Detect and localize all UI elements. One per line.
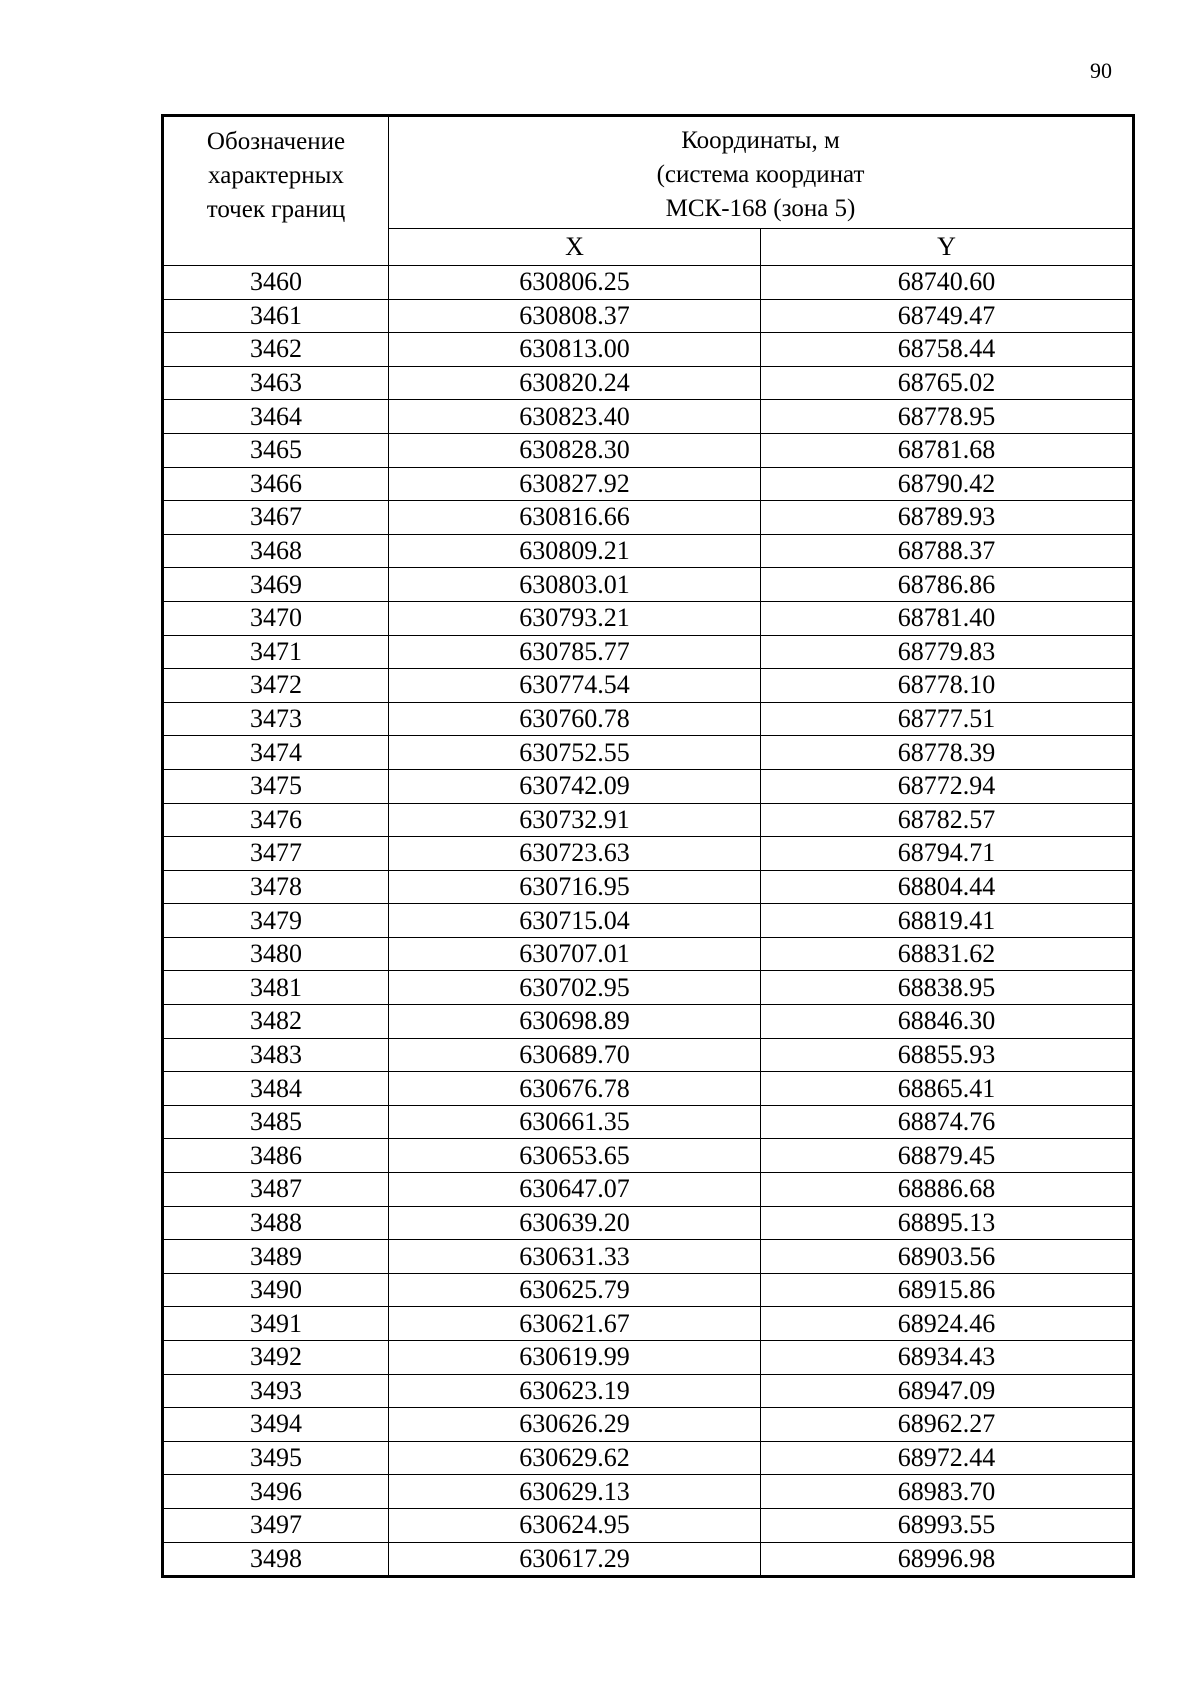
- point-cell: 3496: [164, 1475, 389, 1509]
- point-cell: 3464: [164, 400, 389, 434]
- x-coordinate-cell: 630617.29: [389, 1542, 761, 1576]
- x-coordinate-cell: 630619.99: [389, 1341, 761, 1375]
- point-cell: 3479: [164, 904, 389, 938]
- header-label-line: характерных: [208, 162, 344, 189]
- point-cell: 3465: [164, 433, 389, 467]
- x-coordinate-cell: 630820.24: [389, 366, 761, 400]
- table-row: [164, 1441, 1133, 1475]
- point-cell: 3478: [164, 870, 389, 904]
- y-coordinate-cell: 68879.45: [761, 1139, 1133, 1173]
- coordinates-header: [389, 117, 1133, 229]
- point-cell: 3491: [164, 1307, 389, 1341]
- x-coordinate-cell: 630732.91: [389, 803, 761, 837]
- table-row: [164, 702, 1133, 736]
- table-row: [164, 1475, 1133, 1509]
- point-cell: 3466: [164, 467, 389, 501]
- y-coordinate-cell: 68895.13: [761, 1206, 1133, 1240]
- table-row: [164, 366, 1133, 400]
- y-coordinate-cell: 68838.95: [761, 971, 1133, 1005]
- y-coordinate-cell: 68947.09: [761, 1374, 1133, 1408]
- point-cell: 3484: [164, 1072, 389, 1106]
- table-row: [164, 803, 1133, 837]
- table-row: [164, 736, 1133, 770]
- table-row: [164, 501, 1133, 535]
- point-cell: 3468: [164, 534, 389, 568]
- y-coordinate-cell: 68962.27: [761, 1408, 1133, 1442]
- table-row: [164, 1139, 1133, 1173]
- point-cell: 3490: [164, 1273, 389, 1307]
- y-coordinate-cell: 68778.95: [761, 400, 1133, 434]
- y-coordinate-cell: 68786.86: [761, 568, 1133, 602]
- coords-title-line: (система координат: [656, 161, 865, 188]
- coords-title-line: Координаты, м: [681, 127, 840, 154]
- table-row: [164, 568, 1133, 602]
- point-cell: 3498: [164, 1542, 389, 1576]
- table-body: [164, 266, 1133, 1576]
- point-cell: 3492: [164, 1341, 389, 1375]
- point-cell: 3495: [164, 1441, 389, 1475]
- x-coordinate-cell: 630715.04: [389, 904, 761, 938]
- point-cell: 3474: [164, 736, 389, 770]
- x-coordinate-cell: 630809.21: [389, 534, 761, 568]
- x-coordinate-cell: 630707.01: [389, 937, 761, 971]
- point-cell: 3472: [164, 669, 389, 703]
- y-coordinate-cell: 68915.86: [761, 1273, 1133, 1307]
- point-cell: 3485: [164, 1105, 389, 1139]
- table-row: [164, 400, 1133, 434]
- x-coordinate-cell: 630827.92: [389, 467, 761, 501]
- x-coordinate-cell: 630828.30: [389, 433, 761, 467]
- table-row: [164, 299, 1133, 333]
- x-coordinate-cell: 630803.01: [389, 568, 761, 602]
- x-coordinate-cell: 630629.62: [389, 1441, 761, 1475]
- y-coordinate-cell: 68781.68: [761, 433, 1133, 467]
- x-coordinate-cell: 630629.13: [389, 1475, 761, 1509]
- table-row: [164, 769, 1133, 803]
- x-coordinate-cell: 630647.07: [389, 1173, 761, 1207]
- table-row: [164, 1273, 1133, 1307]
- x-coordinate-cell: 630625.79: [389, 1273, 761, 1307]
- y-coordinate-cell: 68874.76: [761, 1105, 1133, 1139]
- point-cell: 3481: [164, 971, 389, 1005]
- point-cell: 3497: [164, 1508, 389, 1542]
- table-row: [164, 467, 1133, 501]
- header-label-line: точек границ: [206, 196, 346, 223]
- table-header: [164, 117, 1133, 266]
- y-coordinate-cell: 68794.71: [761, 837, 1133, 871]
- table-row: [164, 1005, 1133, 1039]
- x-coordinate-cell: 630623.19: [389, 1374, 761, 1408]
- point-cell: 3463: [164, 366, 389, 400]
- x-coordinate-cell: 630621.67: [389, 1307, 761, 1341]
- y-coordinate-cell: 68749.47: [761, 299, 1133, 333]
- x-coordinate-cell: 630676.78: [389, 1072, 761, 1106]
- y-coordinate-cell: 68934.43: [761, 1341, 1133, 1375]
- y-coordinate-cell: 68924.46: [761, 1307, 1133, 1341]
- y-coordinate-cell: 68831.62: [761, 937, 1133, 971]
- page-number: 90: [1090, 58, 1112, 83]
- y-coordinate-cell: 68855.93: [761, 1038, 1133, 1072]
- table-row: [164, 601, 1133, 635]
- x-coordinate-cell: 630653.65: [389, 1139, 761, 1173]
- x-coordinate-cell: 630698.89: [389, 1005, 761, 1039]
- x-coordinate-cell: 630702.95: [389, 971, 761, 1005]
- y-coordinate-cell: 68903.56: [761, 1240, 1133, 1274]
- y-coordinate-cell: 68758.44: [761, 333, 1133, 367]
- point-cell: 3488: [164, 1206, 389, 1240]
- table-row: [164, 1341, 1133, 1375]
- point-cell: 3473: [164, 702, 389, 736]
- x-coordinate-cell: 630793.21: [389, 601, 761, 635]
- point-cell: 3467: [164, 501, 389, 535]
- table-row: [164, 1542, 1133, 1576]
- x-coordinate-cell: 630816.66: [389, 501, 761, 535]
- y-coordinate-cell: 68765.02: [761, 366, 1133, 400]
- y-coordinate-cell: 68778.10: [761, 669, 1133, 703]
- x-coordinate-cell: 630631.33: [389, 1240, 761, 1274]
- table-row: [164, 1173, 1133, 1207]
- point-cell: 3489: [164, 1240, 389, 1274]
- point-designation-header: [164, 117, 389, 266]
- x-coordinate-cell: 630760.78: [389, 702, 761, 736]
- x-column-header: X: [389, 229, 761, 266]
- table-row: [164, 971, 1133, 1005]
- point-cell: 3476: [164, 803, 389, 837]
- coordinates-table-container: [161, 114, 1135, 1578]
- x-coordinate-cell: 630626.29: [389, 1408, 761, 1442]
- y-column-header: Y: [761, 229, 1133, 266]
- y-coordinate-cell: 68846.30: [761, 1005, 1133, 1039]
- x-coordinate-cell: 630774.54: [389, 669, 761, 703]
- y-coordinate-cell: 68740.60: [761, 266, 1133, 300]
- table-row: [164, 870, 1133, 904]
- table-row: [164, 266, 1133, 300]
- y-coordinate-cell: 68778.39: [761, 736, 1133, 770]
- x-coordinate-cell: 630639.20: [389, 1206, 761, 1240]
- y-coordinate-cell: 68972.44: [761, 1441, 1133, 1475]
- point-cell: 3480: [164, 937, 389, 971]
- x-coordinate-cell: 630823.40: [389, 400, 761, 434]
- table-row: [164, 534, 1133, 568]
- table-row: [164, 937, 1133, 971]
- y-coordinate-cell: 68790.42: [761, 467, 1133, 501]
- x-coordinate-cell: 630813.00: [389, 333, 761, 367]
- x-coordinate-cell: 630716.95: [389, 870, 761, 904]
- y-coordinate-cell: 68983.70: [761, 1475, 1133, 1509]
- table-row: [164, 1240, 1133, 1274]
- y-coordinate-cell: 68996.98: [761, 1542, 1133, 1576]
- table-row: [164, 1206, 1133, 1240]
- x-coordinate-cell: 630624.95: [389, 1508, 761, 1542]
- table-row: [164, 1508, 1133, 1542]
- x-coordinate-cell: 630661.35: [389, 1105, 761, 1139]
- coords-title-line: МСК-168 (зона 5): [665, 195, 856, 222]
- point-cell: 3462: [164, 333, 389, 367]
- y-coordinate-cell: 68781.40: [761, 601, 1133, 635]
- point-cell: 3487: [164, 1173, 389, 1207]
- y-coordinate-cell: 68788.37: [761, 534, 1133, 568]
- point-cell: 3486: [164, 1139, 389, 1173]
- table-row: [164, 1072, 1133, 1106]
- table-row: [164, 333, 1133, 367]
- table-row: [164, 433, 1133, 467]
- table-row: [164, 1374, 1133, 1408]
- y-coordinate-cell: 68993.55: [761, 1508, 1133, 1542]
- table-row: [164, 1105, 1133, 1139]
- point-cell: 3483: [164, 1038, 389, 1072]
- point-cell: 3460: [164, 266, 389, 300]
- point-cell: 3493: [164, 1374, 389, 1408]
- table-row: [164, 1408, 1133, 1442]
- point-cell: 3469: [164, 568, 389, 602]
- header-label-line: Обозначение: [206, 128, 346, 155]
- point-cell: 3461: [164, 299, 389, 333]
- y-coordinate-cell: 68865.41: [761, 1072, 1133, 1106]
- x-coordinate-cell: 630723.63: [389, 837, 761, 871]
- x-coordinate-cell: 630808.37: [389, 299, 761, 333]
- x-coordinate-cell: 630752.55: [389, 736, 761, 770]
- point-cell: 3471: [164, 635, 389, 669]
- table-row: [164, 1038, 1133, 1072]
- x-coordinate-cell: 630806.25: [389, 266, 761, 300]
- table-row: [164, 904, 1133, 938]
- y-coordinate-cell: 68777.51: [761, 702, 1133, 736]
- y-coordinate-cell: 68819.41: [761, 904, 1133, 938]
- point-cell: 3494: [164, 1408, 389, 1442]
- point-cell: 3477: [164, 837, 389, 871]
- x-coordinate-cell: 630785.77: [389, 635, 761, 669]
- y-coordinate-cell: 68779.83: [761, 635, 1133, 669]
- point-cell: 3470: [164, 601, 389, 635]
- table-row: [164, 837, 1133, 871]
- y-coordinate-cell: 68789.93: [761, 501, 1133, 535]
- coordinates-table: [163, 116, 1133, 1576]
- point-cell: 3482: [164, 1005, 389, 1039]
- point-cell: 3475: [164, 769, 389, 803]
- table-row: [164, 635, 1133, 669]
- table-row: [164, 1307, 1133, 1341]
- y-coordinate-cell: 68772.94: [761, 769, 1133, 803]
- table-row: [164, 669, 1133, 703]
- y-coordinate-cell: 68804.44: [761, 870, 1133, 904]
- x-coordinate-cell: 630689.70: [389, 1038, 761, 1072]
- y-coordinate-cell: 68782.57: [761, 803, 1133, 837]
- x-coordinate-cell: 630742.09: [389, 769, 761, 803]
- y-coordinate-cell: 68886.68: [761, 1173, 1133, 1207]
